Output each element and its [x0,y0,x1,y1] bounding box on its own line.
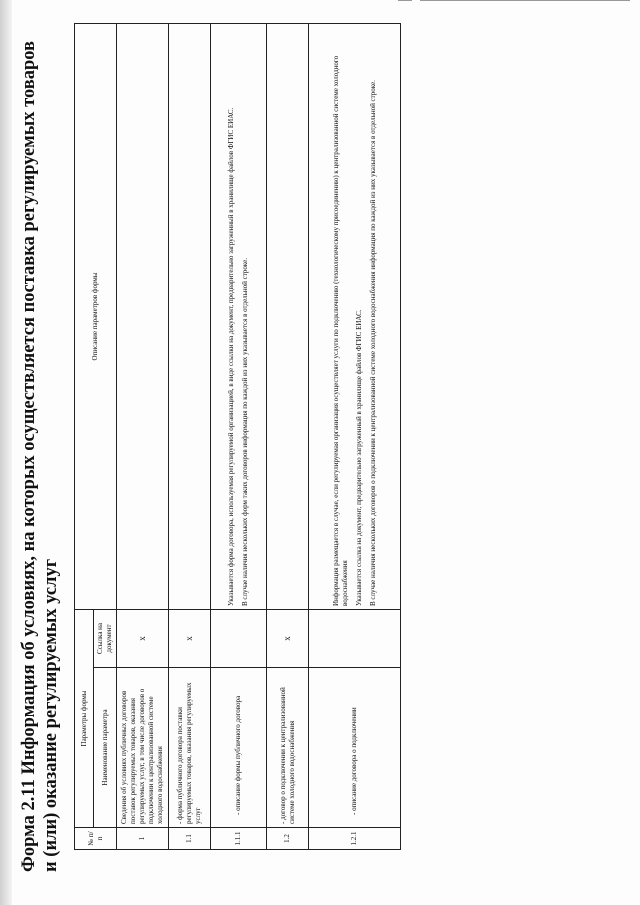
row-description [309,24,401,610]
row-description [211,24,267,610]
row-link-mark: x [117,610,169,668]
header-num: № п/п [75,828,117,850]
row-num: 1.1 [169,828,211,850]
row-description [117,24,169,610]
table-row [211,24,267,850]
row-link-mark [211,610,267,668]
rotated-document-sheet [8,12,608,892]
table-row [267,24,309,850]
row-description [169,24,211,610]
row-name: - форма публичного договора поставки регулируемых товаров, оказания регулируемых услуг [169,668,211,828]
table-row [117,24,169,850]
form-title: Форма 2.11 Информация об условиях, на которых осуществляется поставка регулируемых товаров и (или) оказание регулируемых услуг [19,40,61,872]
row-num: 1.2.1 [309,828,401,850]
form-parameters-table [74,23,401,850]
header-description: Описание параметров формы [75,24,117,610]
table-row [169,24,211,850]
row-link-mark: x [169,610,211,668]
row-name: - описание формы публичного договора [211,668,267,828]
description-paragraph: Информация размещается в случае, если регулируемая организация осуществляет услуги по подключению (технологическому присоединению) к централизованной системе холодного водоснабжения [331,55,349,606]
row-num: 1.2 [267,828,309,850]
description-paragraph: Указывается ссылка на документ, предварительно загруженный в хранилище файлов ФГИС ЕИАС. [354,309,363,606]
table-header-row [75,24,94,850]
description-paragraph: В случае наличия нескольких форм таких договоров информация по каждой из них указывается в отдельной строке. [241,258,249,606]
table-row [309,24,401,850]
row-description [267,24,309,610]
row-name: - описание договора о подключении [309,668,401,828]
row-num: 1 [117,828,169,850]
row-name: Сведения об условиях публичных договоров поставок регулируемых товаров, оказания регулируемых услуг, в том числе договоров о подключении к централизованной системе холодного водоснабжения [117,668,169,828]
row-name: - договор о подключении к централизованной системе холодного водоснабжения [267,668,309,828]
description-paragraph: Указывается форма договора, используемая регулируемой организацией, в виде ссылки на документ, предварительно загруженный в хранилище файлов ФГИС ЕИАС. [227,107,235,606]
row-link-mark [309,610,401,668]
header-link: Ссылка на документ [94,610,117,668]
header-group: Параметры формы [75,610,94,828]
header-name: Наименование параметра [94,668,117,828]
corner-mark [398,0,412,1]
description-paragraph: В случае наличия нескольких договоров о подключении к централизованной системе холодного водоснабжения информация по каждой из них указывается в отдельной строке. [368,80,377,606]
row-link-mark: x [267,610,309,668]
row-num: 1.1.1 [211,828,267,850]
corner-mark [420,0,630,1]
